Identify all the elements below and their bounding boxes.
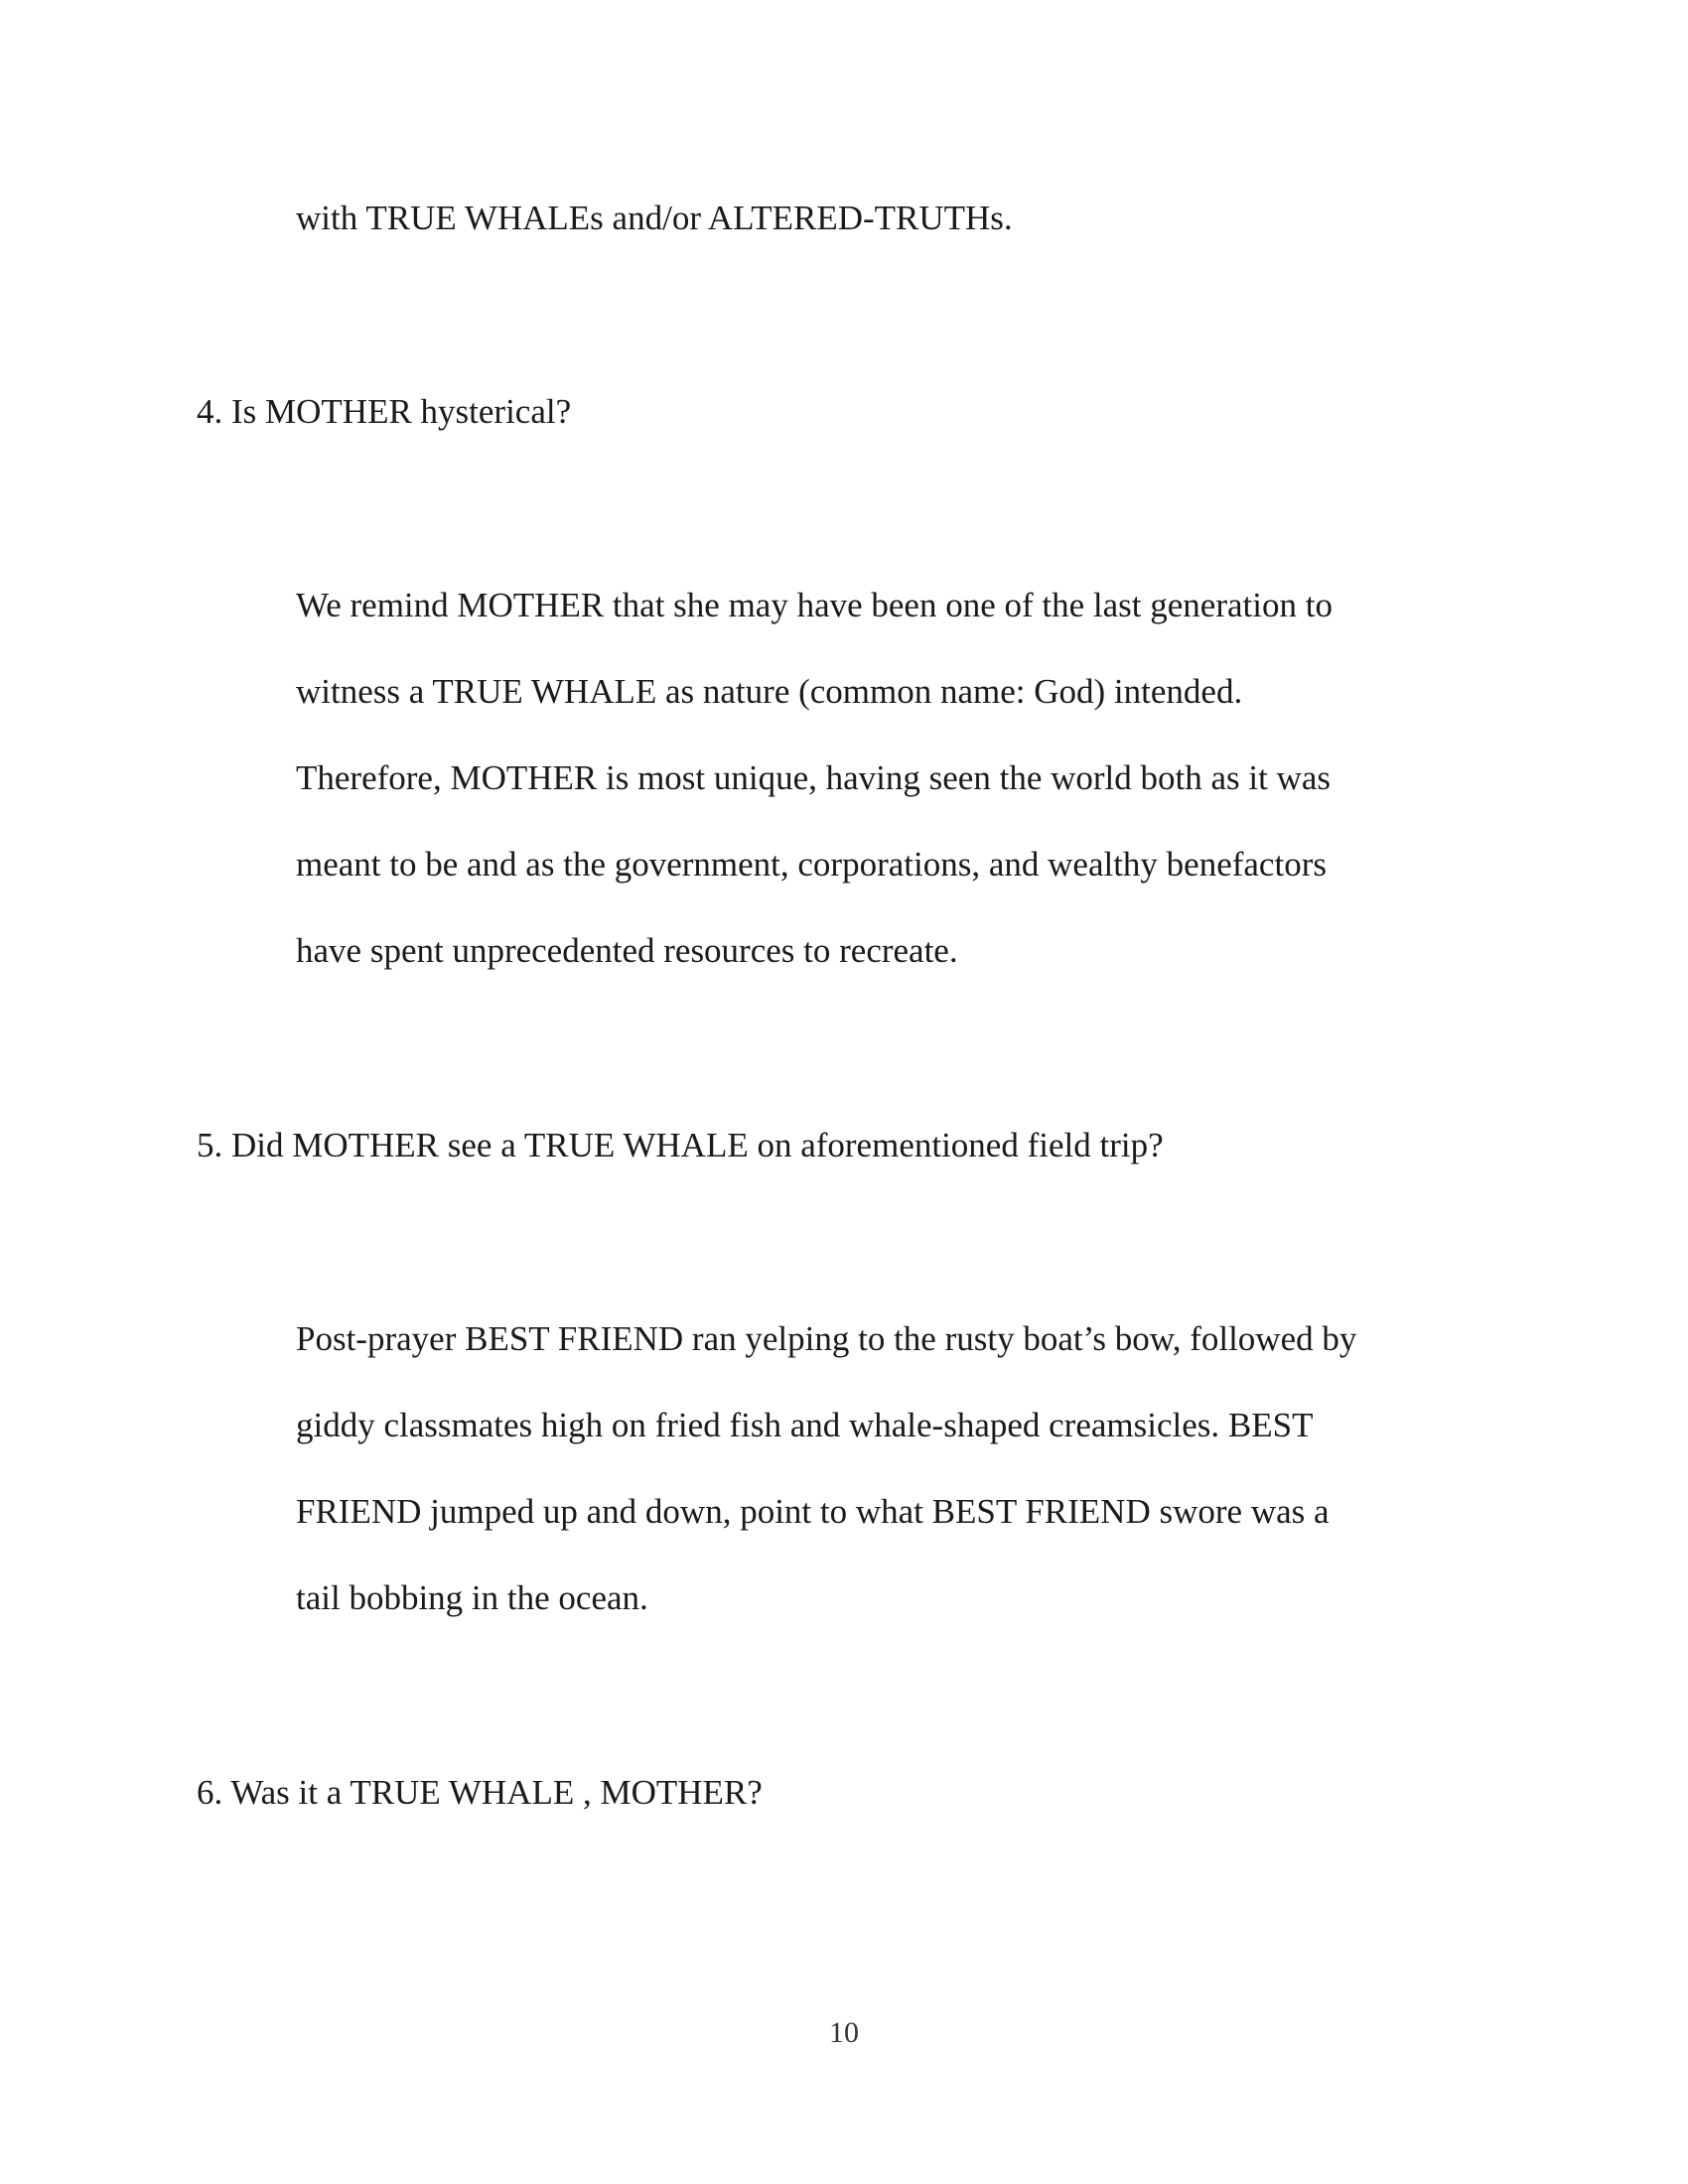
question-6: 6. Was it a TRUE WHALE , MOTHER? xyxy=(197,1773,763,1812)
answer-4-line: meant to be and as the government, corporations, and wealthy benefactors xyxy=(296,845,1327,884)
intro-line: with TRUE WHALEs and/or ALTERED-TRUTHs. xyxy=(296,199,1013,237)
answer-4-line: We remind MOTHER that she may have been one of the last generation to xyxy=(296,586,1333,624)
answer-4-line: Therefore, MOTHER is most unique, having seen the world both as it was xyxy=(296,758,1332,797)
answer-4-line: have spent unprecedented resources to recreate. xyxy=(296,931,958,970)
answer-5-line: tail bobbing in the ocean. xyxy=(296,1578,648,1617)
page-number: 10 xyxy=(829,2016,859,2049)
answer-5-line: FRIEND jumped up and down, point to what BEST FRIEND swore was a xyxy=(296,1492,1330,1531)
answer-4-line: witness a TRUE WHALE as nature (common name: God) intended. xyxy=(296,672,1243,711)
question-4: 4. Is MOTHER hysterical? xyxy=(197,392,572,431)
answer-5-line: giddy classmates high on fried fish and whale-shaped creamsicles. BEST xyxy=(296,1406,1314,1444)
question-5: 5. Did MOTHER see a TRUE WHALE on aforementioned field trip? xyxy=(197,1126,1164,1164)
answer-5-line: Post-prayer BEST FRIEND ran yelping to the rusty boat’s bow, followed by xyxy=(296,1319,1357,1358)
